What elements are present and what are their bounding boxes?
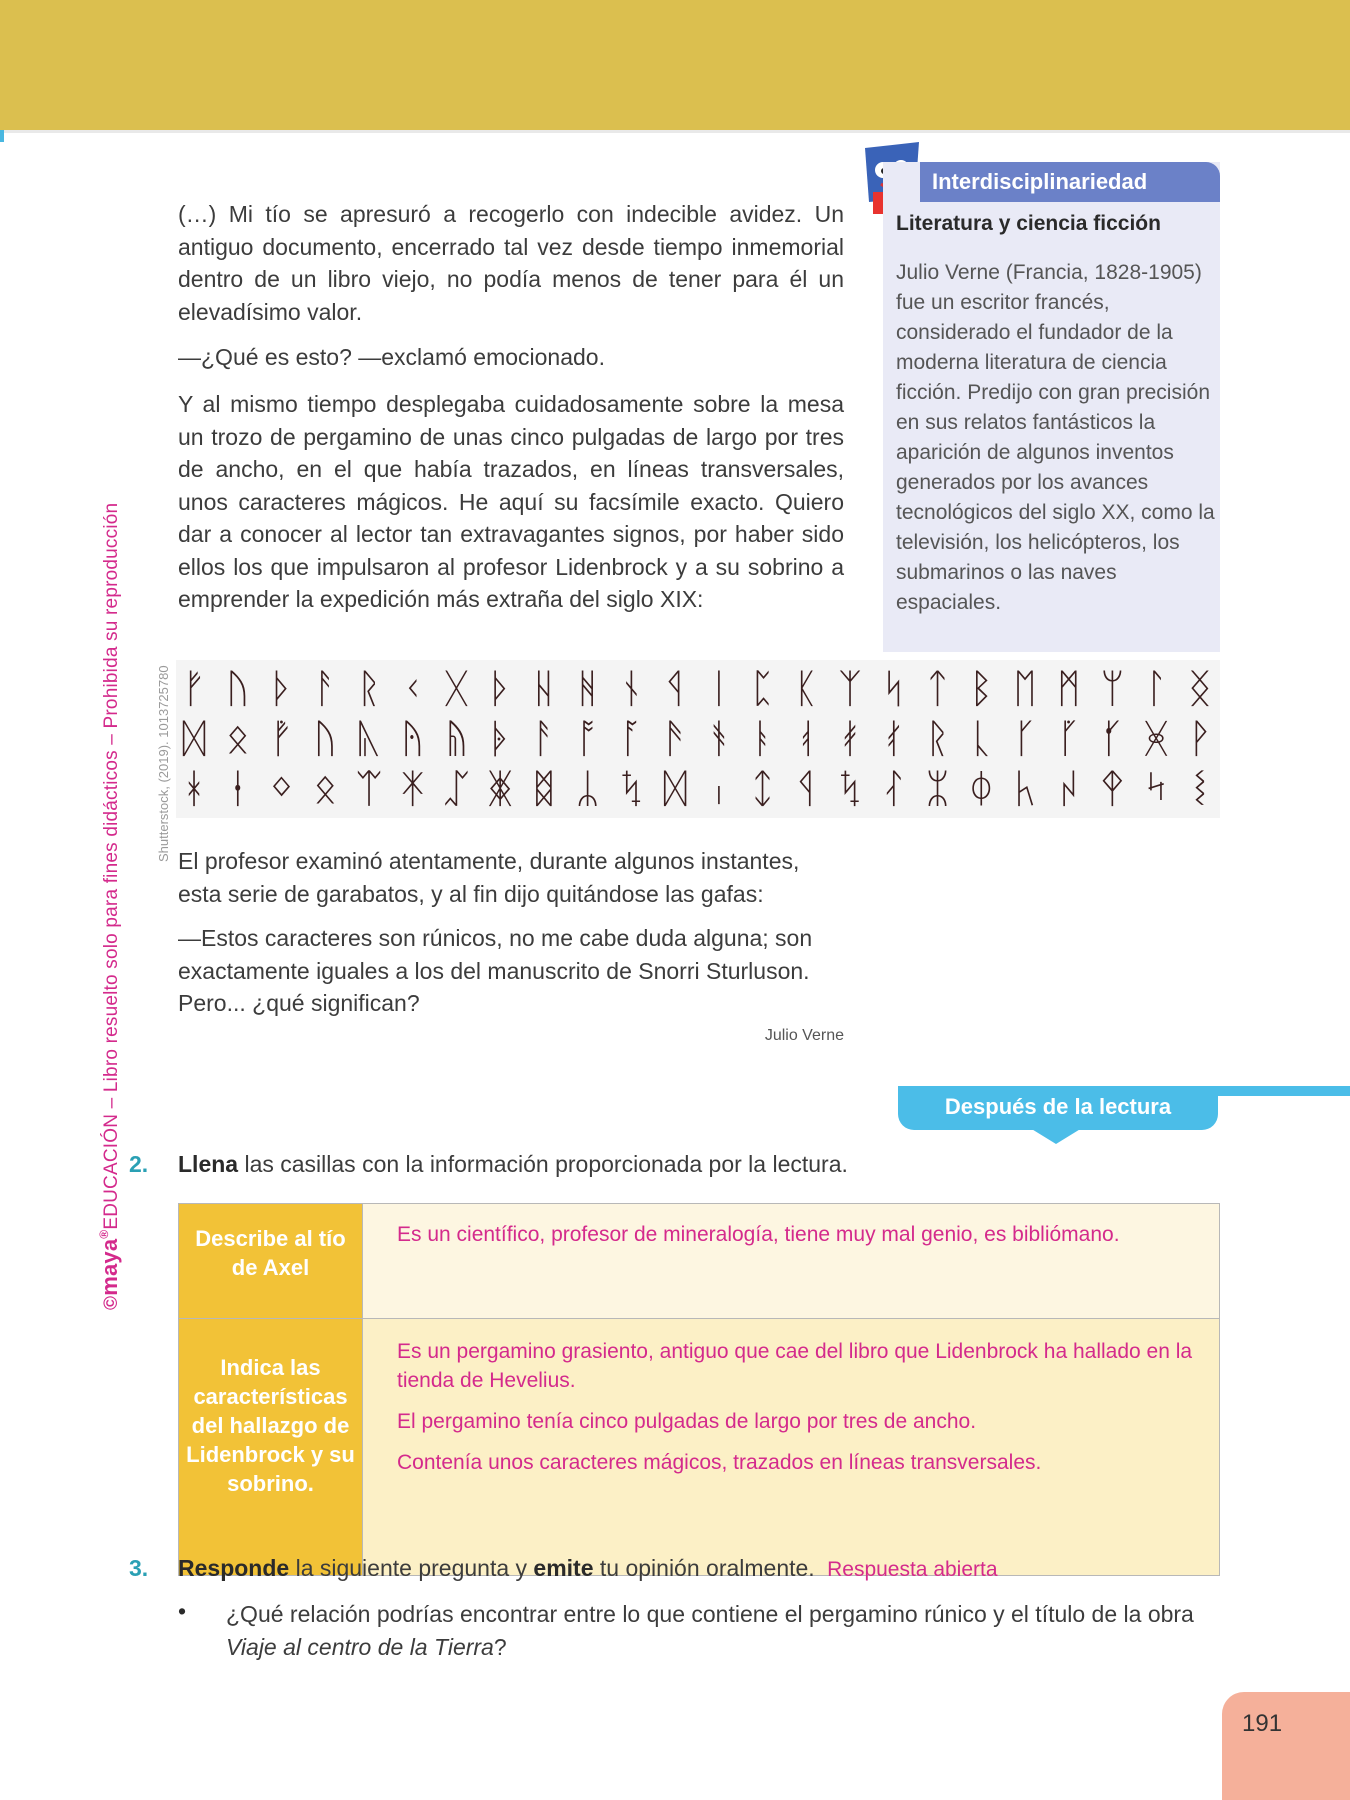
registered-symbol: ® [97, 1229, 111, 1239]
rune-glyph: ᛈ [750, 666, 775, 712]
rune-glyph: ᚪ [619, 716, 644, 762]
box-header: Interdisciplinariedad [920, 162, 1220, 202]
question-3-verb-1: Responde [178, 1555, 290, 1581]
question-3-answer: Respuesta abierta [827, 1558, 998, 1581]
rune-glyph: ᚻ [575, 666, 600, 712]
rune-glyph: ᛵ [1187, 766, 1212, 812]
book-title: Viaje al centro de la Tierra [226, 1634, 494, 1660]
rune-glyph: ᚬ [706, 716, 731, 762]
rune-glyph: ᛴ [1144, 766, 1169, 812]
reading-paragraph-5 [178, 922, 844, 1020]
rune-glyph: ᛰ [969, 766, 994, 812]
rune-glyph: ᛟ [225, 716, 250, 762]
rune-glyph: ᛤ [488, 766, 513, 812]
answer-text: El pergamino tenía cinco pulgadas de largo por tres de ancho. [397, 1410, 977, 1433]
rune-glyph: ᛟ [313, 766, 338, 812]
question-3-mid: la siguiente pregunta y [289, 1555, 534, 1581]
rune-glyph: ᛘ [1100, 666, 1125, 712]
after-reading-tip [1030, 1128, 1082, 1144]
rune-glyph: ᚳ [969, 716, 994, 762]
row-label: Indica las características del hallazgo de Lidenbrock y su sobrino. [179, 1319, 363, 1576]
question-3-end: tu opinión oralmente. [593, 1555, 815, 1581]
rune-glyph: ᚱ [356, 666, 381, 712]
rune-glyph: ᚩ [575, 716, 600, 762]
bullet-icon: • [178, 1598, 187, 1624]
reading-paragraph-4 [178, 845, 844, 910]
rune-glyph: ᛉ [838, 666, 863, 712]
answer-text: Es un pergamino grasiento, antiguo que cae del libro que Lidenbrock ha hallado en la tienda de Hevelius. [397, 1340, 1193, 1392]
rune-glyph: ᛩ [663, 666, 688, 712]
rune-glyph: ᛢ [444, 766, 469, 812]
rune-glyph: ᚹ [1187, 716, 1212, 762]
reading-text: —¿Qué es esto? —exclamó emocionado. [178, 344, 605, 370]
box-title: Literatura y ciencia ficción [896, 212, 1161, 235]
rune-glyph: ᛪ [619, 766, 644, 812]
question-3-bullet-start: ¿Qué relación podrías encontrar entre lo que contiene el pergamino rúnico y el título de la obra [226, 1601, 1194, 1627]
rune-row [182, 714, 1212, 764]
rune-glyph: ᚫ [663, 716, 688, 762]
question-3-verb-2: emite [533, 1555, 594, 1581]
question-3-bullet-end: ? [493, 1634, 507, 1660]
rune-glyph: ᛦ [575, 766, 600, 812]
rune-glyph: ᚮ [794, 716, 819, 762]
reading-text: —Estos caracteres son rúnicos, no me cabe duda alguna; son exactamente iguales a los del manuscrito de Snorri Sturluson. Pero... ¿qué significan? [178, 925, 813, 1016]
photo-credit: Shutterstock, (2019). 1013725780 [156, 665, 171, 862]
author-attribution: Julio Verne [764, 1027, 844, 1044]
rune-glyph: ᚶ [1100, 716, 1125, 762]
brand-logo-text: maya [97, 1238, 122, 1296]
rune-glyph: ᚱ [925, 716, 950, 762]
rune-glyph: ᛁ [706, 666, 731, 712]
rune-glyph: ᚭ [750, 716, 775, 762]
rune-glyph: ᚵ [1056, 716, 1081, 762]
rune-glyph: ᚤ [400, 716, 425, 762]
question-3-bullet-text [226, 1598, 1220, 1664]
rune-glyph: ᚲ [400, 666, 425, 712]
rune-glyph: ᚨ [313, 666, 338, 712]
rune-glyph: ᚢ [313, 716, 338, 762]
rune-glyph: ᚴ [1012, 716, 1037, 762]
rune-glyph: ᛧ [706, 766, 731, 812]
rune-glyph: ᚥ [444, 716, 469, 762]
header-accent [0, 130, 4, 142]
rune-glyph: ᚺ [531, 666, 556, 712]
rune-glyph: ᚠ [182, 666, 206, 712]
header-divider [0, 130, 1350, 133]
rune-glyph: ᚸ [1144, 716, 1169, 762]
rune-glyph: ᛗ [1056, 666, 1081, 712]
rune-glyph: ᛲ [1056, 766, 1081, 812]
rune-glyph: ᛠ [356, 766, 381, 812]
answer-table [178, 1203, 1220, 1576]
rune-glyph: ᛏ [925, 666, 950, 712]
rune-glyph: ᚧ [488, 716, 513, 762]
reading-text: (…) Mi tío se apresuró a recogerlo con indecible avidez. Un antiguo documento, encerrado tal vez desde tiempo inmemorial dentro de un libro viejo, no podía menos de tener para él un elevadísimo valor. [178, 201, 844, 325]
rune-manuscript-image [176, 660, 1220, 818]
rune-glyph: ᛯ [925, 766, 950, 812]
rune-row [182, 664, 1212, 714]
answer-cell[interactable] [363, 1319, 1220, 1576]
answer-cell[interactable] [363, 1204, 1220, 1319]
table-row [179, 1319, 1220, 1576]
reading-paragraph-3 [178, 388, 844, 616]
reading-paragraph-2 [178, 341, 844, 374]
question-2-verb: Llena [178, 1151, 239, 1177]
rune-glyph: ᛥ [531, 766, 556, 812]
rune-row [182, 764, 1212, 814]
rune-glyph: ᛨ [750, 766, 775, 812]
rune-glyph: ᛩ [794, 766, 819, 812]
rune-glyph: ᛪ [838, 766, 863, 812]
copyright-symbol: © [101, 1295, 122, 1310]
reading-text: El profesor examinó atentamente, durante algunos instantes, esta serie de garabatos, y al fin dijo quitándose las gafas: [178, 848, 800, 907]
rune-glyph: ᛒ [969, 666, 994, 712]
rune-glyph: ᛝ [1187, 666, 1212, 712]
question-2-number: 2. [129, 1151, 149, 1177]
rune-glyph: ᚾ [619, 666, 644, 712]
reading-text: Y al mismo tiempo desplegaba cuidadosamente sobre la mesa un trozo de pergamino de unas cinco pulgadas de largo por tres de ancho, en el que había trazados, en líneas transversales, unos caracteres mágicos. He aquí su facsímile exacto. Quiero dar a conocer al lector tan extravagantes signos, por haber sido ellos los que impulsaron al profesor Lidenbrock y a su sobrino a emprender la expedición más extraña del siglo XIX: [178, 391, 844, 612]
question-3-text [178, 1555, 998, 1582]
rune-glyph: ᚯ [838, 716, 863, 762]
reading-paragraph-1 [178, 198, 844, 328]
rune-glyph: ᛜ [269, 766, 294, 812]
rune-glyph: ᛕ [794, 666, 819, 712]
question-3-number: 3. [129, 1555, 149, 1581]
rune-glyph: ᚷ [444, 666, 469, 712]
table-row [179, 1204, 1220, 1319]
rune-glyph: ᛡ [400, 766, 425, 812]
answer-text: Es un científico, profesor de mineralogía, tiene muy mal genio, es bibliómano. [397, 1223, 1120, 1246]
row-label: Describe al tío de Axel [179, 1204, 363, 1319]
rune-glyph: ᚦ [488, 666, 513, 712]
question-2-text [178, 1151, 848, 1178]
rune-glyph: ᛖ [1012, 666, 1037, 712]
rune-glyph: ᛞ [182, 716, 206, 762]
sidebar-notice-text: EDUCACIÓN – Libro resuelto solo para fines didácticos – Prohibida su reproducción [101, 502, 122, 1230]
rune-glyph: ᚦ [269, 666, 294, 712]
rune-glyph: ᛚ [1144, 666, 1169, 712]
rune-glyph: ᚰ [881, 716, 906, 762]
page-number-tab [1222, 1692, 1350, 1800]
box-body: Julio Verne (Francia, 1828-1905) fue un escritor francés, considerado el fundador de la moderna literatura de ciencia ficción. Predijo con gran precisión en sus relatos fantásticos la aparición de algunos inventos generados por los avances tecnológicos del siglo XX, como la televisión, los helicópteros, los submarinos o las naves espaciales. [896, 261, 1215, 614]
answer-text: Contenía unos caracteres mágicos, trazados en líneas transversales. [397, 1451, 1042, 1474]
rune-glyph: ᚡ [269, 716, 294, 762]
rune-glyph: ᚨ [531, 716, 556, 762]
rune-glyph: ᛱ [1012, 766, 1037, 812]
rune-glyph: ᛮ [881, 766, 906, 812]
rune-glyph: ᚢ [225, 666, 250, 712]
rune-glyph: ᛳ [1100, 766, 1125, 812]
page-number: 191 [1242, 1710, 1283, 1737]
sidebar-copyright-notice [97, 503, 123, 1310]
rune-glyph: ᛋ [881, 666, 906, 712]
rune-glyph: ᚼ [182, 766, 206, 812]
header-band [0, 0, 1350, 130]
rune-glyph: ᛞ [663, 766, 688, 812]
after-reading-badge: Después de la lectura [898, 1086, 1218, 1130]
rune-glyph: ᚣ [356, 716, 381, 762]
question-2-instruction: las casillas con la información proporcionada por la lectura. [238, 1151, 848, 1177]
rune-glyph: ᚽ [225, 766, 250, 812]
